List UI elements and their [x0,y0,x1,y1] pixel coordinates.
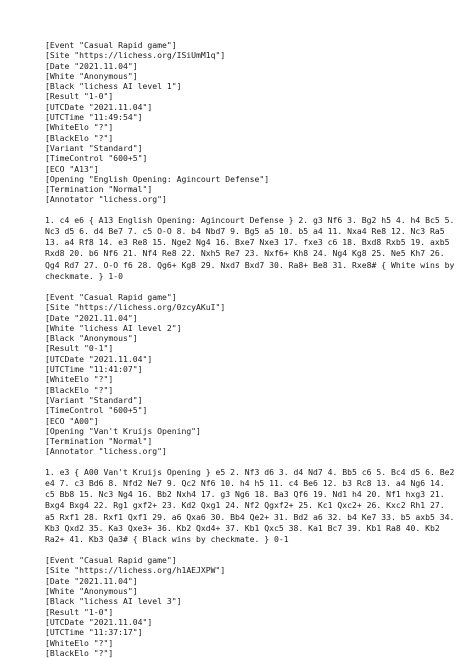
pgn-header-line: [WhiteElo "?"] [45,374,114,385]
pgn-game [45,555,454,658]
spacer [45,545,454,555]
pgn-game [45,292,454,545]
pgn-header-line: [BlackElo "?"] [45,384,114,395]
pgn-header-line: [Annotator "lichess.org"] [45,194,167,205]
pgn-header-line: [UTCTime "11:49:54"] [45,112,143,123]
pgn-header-line: [Result "0-1"] [45,343,114,354]
pgn-header-line: [BlackElo "?"] [45,132,114,143]
pgn-header-line: [BlackElo "?"] [45,647,114,658]
spacer [45,205,454,215]
pgn-header-line: [Termination "Normal"] [45,436,153,447]
pgn-header-line: [Date "2021.11.04"] [45,312,138,323]
pgn-header-line: [Event "Casual Rapid game"] [45,555,177,566]
pgn-move-text: 1. c4 e6 { A13 English Opening: Agincourt Defense } 2. g3 Nf6 3. Bg2 h5 4. h4 Bc5 5. Nc3 d5 6. d4 Be7 7. c5 O-O 8. b4 Nbd7 9. Bg5 a5 10. b5 a4 11. Nxa4 Re8 12. Nc3 Ra5 13. a4 Rf8 14. e3 Re8 15. Nge2 Ng4 16. Bxe7 Nxe3 17. fxe3 c6 18. Bxd8 Rxb5 19. axb5 Rxd8 20. b6 Nf6 21. Nf4 Re8 22. Nxh5 Re7 23. Nxf6+ Kh8 24. Ng4 Kg8 25. Ne5 Kh7 26. Qg4 Rd7 27. O-O f6 28. Qg6+ Kg8 29. Nxd7 Bxd7 30. Ra8+ Be8 31. Rxe8# { White wins by checkmate. } 1-0 [45,214,455,281]
pgn-header-line: [White "lichess AI level 2"] [45,322,182,333]
pgn-header-line: [Event "Casual Rapid game"] [45,40,177,50]
pgn-header-line: [Black "Anonymous"] [45,333,138,344]
pgn-header-line: [Date "2021.11.04"] [45,575,138,586]
pgn-header-line: [Black "lichess AI level 3"] [45,596,182,607]
pgn-header-line: [Opening "Van't Kruijs Opening"] [45,425,201,436]
pgn-header-line: [Site "https://lichess.org/h1AEJXPW"] [45,565,226,576]
pgn-header-line: [Opening "English Opening: Agincourt Defense"] [45,173,270,184]
pgn-header-line: [White "Anonymous"] [45,70,138,81]
pgn-header-line: [ECO "A00"] [45,415,99,426]
pgn-header-line: [UTCTime "11:41:07"] [45,364,143,375]
pgn-header-line: [TimeControl "600+5"] [45,153,148,164]
pgn-header-line: [UTCDate "2021.11.04"] [45,101,153,112]
pgn-header-line: [Site "https://lichess.org/ISiUmM1q"] [45,50,226,61]
pgn-header-line: [Black "lichess AI level 1"] [45,81,182,92]
pgn-header-line: [Date "2021.11.04"] [45,60,138,71]
pgn-header-line: [ECO "A13"] [45,163,99,174]
pgn-header-line: [WhiteElo "?"] [45,637,114,648]
pgn-header-line: [Variant "Standard"] [45,142,143,153]
pgn-header-line: [WhiteElo "?"] [45,122,114,133]
pgn-header-line: [UTCTime "11:37:17"] [45,627,143,638]
pgn-header-line: [Result "1-0"] [45,91,114,102]
pgn-header-line: [Annotator "lichess.org"] [45,446,167,457]
pgn-header-line: [Variant "Standard"] [45,394,143,405]
pgn-header-line: [TimeControl "600+5"] [45,405,148,416]
pgn-game [45,40,454,282]
spacer [45,457,454,467]
pgn-header-line: [White "Anonymous"] [45,586,138,597]
pgn-header-line: [UTCDate "2021.11.04"] [45,353,153,364]
pgn-header-line: [Site "https://lichess.org/0zcyAKuI"] [45,302,226,313]
pgn-header-line: [Result "1-0"] [45,606,114,617]
pgn-header-line: [Termination "Normal"] [45,184,153,195]
pgn-header-line: [Event "Casual Rapid game"] [45,291,177,302]
spacer [45,282,454,292]
pgn-header-line: [UTCDate "2021.11.04"] [45,616,153,627]
pgn-move-text: 1. e3 { A00 Van't Kruijs Opening } e5 2. Nf3 d6 3. d4 Nd7 4. Bb5 c6 5. Bc4 d5 6. Be2 e4 7. c3 Bd6 8. Nfd2 Ne7 9. Qc2 Nf6 10. h4 h5 11. c4 Be6 12. b3 Rc8 13. a4 Ng6 14. c5 Bb8 15. Nc3 Ng4 16. Bb2 Nxh4 17. g3 Ng6 18. Ba3 Qf6 19. Nd1 h4 20. Nf1 hxg3 21. Bxg4 Bxg4 22. Rg1 gxf2+ 23. Kd2 Qxg1 24. Nf2 Qgxf2+ 25. Kc1 Qxc2+ 26. Kxc2 Rh1 27. a5 Rxf1 28. Rxf1 Qxf1 29. a6 Qxa6 30. Bb4 Qe2+ 31. Bd2 a6 32. b4 Ke7 33. b5 axb5 34. Kb3 Qxd2 35. Ka3 Qxe3+ 36. Kb2 Qxd4+ 37. Kb1 Qxc5 38. Ka1 Bc7 39. Kb1 Ra8 40. Kb2 Ra2+ 41. Kb3 Qa3# { Black wins by checkmate. } 0-1 [45,466,455,544]
